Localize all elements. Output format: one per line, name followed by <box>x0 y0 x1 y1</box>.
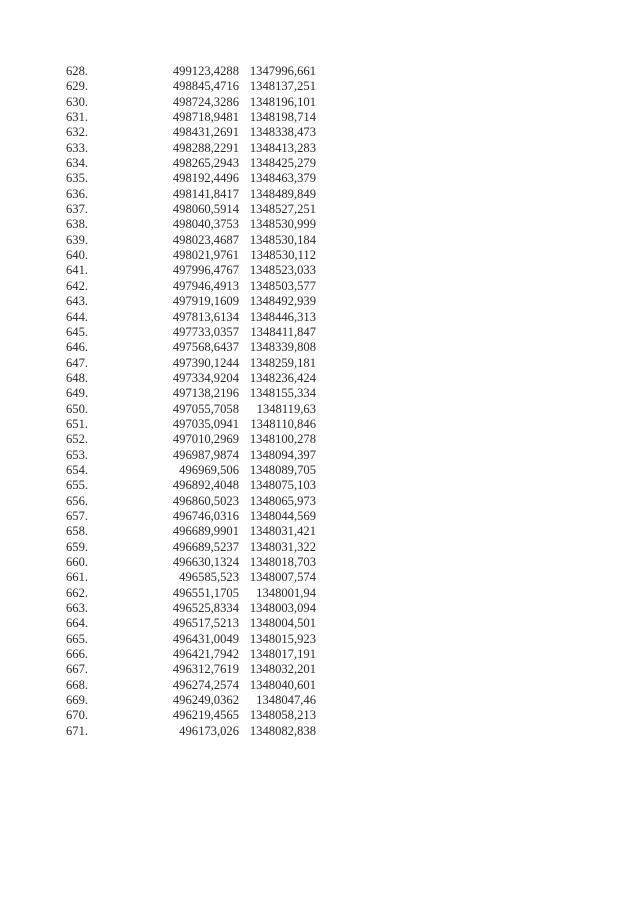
x-coordinate: 496585,523 <box>179 570 239 585</box>
point-number: 635. <box>66 171 89 186</box>
table-row <box>66 478 326 493</box>
x-coordinate: 496274,2574 <box>172 677 239 692</box>
y-coordinate: 1348339,808 <box>249 340 316 355</box>
table-row <box>66 432 326 447</box>
y-coordinate: 1348137,251 <box>249 79 316 94</box>
point-number: 639. <box>66 232 89 247</box>
x-coordinate: 497996,4767 <box>172 263 239 278</box>
x-coordinate: 497138,2196 <box>172 386 239 401</box>
table-row <box>66 125 326 140</box>
table-row <box>66 248 326 263</box>
point-number: 666. <box>66 647 89 662</box>
y-coordinate: 1348527,251 <box>249 202 316 217</box>
y-coordinate: 1348031,421 <box>249 524 316 539</box>
x-coordinate: 496517,5213 <box>172 616 239 631</box>
y-coordinate: 1348040,601 <box>249 677 316 692</box>
table-row <box>66 463 326 478</box>
x-coordinate: 498040,3753 <box>172 217 239 232</box>
point-number: 668. <box>66 677 89 692</box>
coordinate-table <box>66 64 326 739</box>
point-number: 663. <box>66 601 89 616</box>
point-number: 649. <box>66 386 89 401</box>
y-coordinate: 1348413,283 <box>249 140 316 155</box>
y-coordinate: 1348044,569 <box>249 508 316 523</box>
table-row <box>66 356 326 371</box>
table-row <box>66 202 326 217</box>
table-row <box>66 233 326 248</box>
table-row <box>66 417 326 432</box>
x-coordinate: 497035,0941 <box>172 416 239 431</box>
x-coordinate: 497568,6437 <box>172 340 239 355</box>
table-row <box>66 325 326 340</box>
table-row <box>66 141 326 156</box>
table-row <box>66 570 326 585</box>
x-coordinate: 498023,4687 <box>172 232 239 247</box>
x-coordinate: 498192,4496 <box>172 171 239 186</box>
table-row <box>66 263 326 278</box>
x-coordinate: 497334,9204 <box>172 370 239 385</box>
y-coordinate: 1348411,847 <box>250 324 316 339</box>
y-coordinate: 1348017,191 <box>249 647 316 662</box>
point-number: 647. <box>66 355 89 370</box>
y-coordinate: 1348155,334 <box>249 386 316 401</box>
x-coordinate: 498060,5914 <box>172 202 239 217</box>
y-coordinate: 1347996,661 <box>249 64 316 78</box>
y-coordinate: 1348110,846 <box>250 416 316 431</box>
x-coordinate: 496969,506 <box>179 462 239 477</box>
y-coordinate: 1348075,103 <box>249 478 316 493</box>
x-coordinate: 497390,1244 <box>172 355 239 370</box>
point-number: 645. <box>66 324 89 339</box>
table-row <box>66 156 326 171</box>
x-coordinate: 497946,4913 <box>172 278 239 293</box>
x-coordinate: 496551,1705 <box>172 585 239 600</box>
y-coordinate: 1348530,112 <box>250 248 316 263</box>
x-coordinate: 498431,2691 <box>172 125 239 140</box>
table-row <box>66 340 326 355</box>
x-coordinate: 497919,1609 <box>172 294 239 309</box>
point-number: 667. <box>66 662 89 677</box>
y-coordinate: 1348198,714 <box>249 110 316 125</box>
point-number: 652. <box>66 432 89 447</box>
x-coordinate: 496892,4048 <box>172 478 239 493</box>
x-coordinate: 496421,7942 <box>172 647 239 662</box>
x-coordinate: 497733,0357 <box>172 324 239 339</box>
table-row <box>66 386 326 401</box>
point-number: 628. <box>66 64 89 78</box>
point-number: 644. <box>66 309 89 324</box>
point-number: 634. <box>66 156 89 171</box>
x-coordinate: 496630,1324 <box>172 555 239 569</box>
x-coordinate: 496525,8334 <box>172 601 239 616</box>
x-coordinate: 496689,9901 <box>172 524 239 539</box>
x-coordinate: 496249,0362 <box>172 693 239 708</box>
table-row <box>66 402 326 417</box>
point-number: 630. <box>66 94 89 109</box>
x-coordinate: 496987,9874 <box>172 447 239 462</box>
point-number: 640. <box>66 248 89 263</box>
table-row <box>66 279 326 294</box>
point-number: 671. <box>66 723 89 738</box>
x-coordinate: 496219,4565 <box>172 708 239 723</box>
x-coordinate: 498021,9761 <box>172 248 239 263</box>
point-number: 650. <box>66 401 89 416</box>
point-number: 657. <box>66 508 89 523</box>
y-coordinate: 1348119,63 <box>256 401 316 416</box>
y-coordinate: 1348489,849 <box>249 186 316 201</box>
y-coordinate: 1348031,322 <box>249 539 316 554</box>
table-row <box>66 509 326 524</box>
y-coordinate: 1348058,213 <box>249 708 316 723</box>
table-row <box>66 217 326 232</box>
y-coordinate: 1348018,703 <box>249 555 316 569</box>
y-coordinate: 1348089,705 <box>249 462 316 477</box>
x-coordinate: 496312,7619 <box>172 662 239 677</box>
table-row <box>66 171 326 186</box>
point-number: 633. <box>66 140 89 155</box>
x-coordinate: 497055,7058 <box>172 401 239 416</box>
table-row <box>66 494 326 509</box>
point-number: 636. <box>66 186 89 201</box>
table-row <box>66 724 326 739</box>
x-coordinate: 499123,4288 <box>172 64 239 78</box>
x-coordinate: 498845,4716 <box>172 79 239 94</box>
x-coordinate: 498141,8417 <box>172 186 239 201</box>
x-coordinate: 496746,0316 <box>172 508 239 523</box>
point-number: 654. <box>66 462 89 477</box>
point-number: 648. <box>66 370 89 385</box>
point-number: 641. <box>66 263 89 278</box>
y-coordinate: 1348523,033 <box>249 263 316 278</box>
y-coordinate: 1348530,184 <box>249 232 316 247</box>
y-coordinate: 1348236,424 <box>249 370 316 385</box>
y-coordinate: 1348530,999 <box>249 217 316 232</box>
table-row <box>66 678 326 693</box>
y-coordinate: 1348196,101 <box>249 94 316 109</box>
table-row <box>66 662 326 677</box>
y-coordinate: 1348446,313 <box>249 309 316 324</box>
table-row <box>66 647 326 662</box>
y-coordinate: 1348003,094 <box>249 601 316 616</box>
table-row <box>66 371 326 386</box>
y-coordinate: 1348259,181 <box>249 355 316 370</box>
point-number: 660. <box>66 555 89 569</box>
y-coordinate: 1348015,923 <box>249 631 316 646</box>
table-row <box>66 555 326 570</box>
x-coordinate: 497010,2969 <box>172 432 239 447</box>
y-coordinate: 1348065,973 <box>249 493 316 508</box>
point-number: 655. <box>66 478 89 493</box>
point-number: 637. <box>66 202 89 217</box>
point-number: 656. <box>66 493 89 508</box>
point-number: 670. <box>66 708 89 723</box>
x-coordinate: 498288,2291 <box>172 140 239 155</box>
y-coordinate: 1348094,397 <box>249 447 316 462</box>
table-row <box>66 95 326 110</box>
point-number: 632. <box>66 125 89 140</box>
x-coordinate: 498265,2943 <box>172 156 239 171</box>
y-coordinate: 1348004,501 <box>249 616 316 631</box>
table-row <box>66 448 326 463</box>
point-number: 664. <box>66 616 89 631</box>
point-number: 631. <box>66 110 89 125</box>
point-number: 665. <box>66 631 89 646</box>
table-row <box>66 310 326 325</box>
point-number: 646. <box>66 340 89 355</box>
table-row <box>66 616 326 631</box>
table-row <box>66 632 326 647</box>
table-row <box>66 524 326 539</box>
y-coordinate: 1348338,473 <box>249 125 316 140</box>
y-coordinate: 1348492,939 <box>249 294 316 309</box>
y-coordinate: 1348463,379 <box>249 171 316 186</box>
x-coordinate: 498718,9481 <box>172 110 239 125</box>
point-number: 658. <box>66 524 89 539</box>
table-row <box>66 64 326 79</box>
table-row <box>66 540 326 555</box>
point-number: 642. <box>66 278 89 293</box>
y-coordinate: 1348082,838 <box>249 723 316 738</box>
x-coordinate: 496173,026 <box>179 723 239 738</box>
x-coordinate: 498724,3286 <box>172 94 239 109</box>
point-number: 651. <box>66 416 89 431</box>
y-coordinate: 1348007,574 <box>249 570 316 585</box>
y-coordinate: 1348503,577 <box>249 278 316 293</box>
x-coordinate: 496860,5023 <box>172 493 239 508</box>
y-coordinate: 1348100,278 <box>249 432 316 447</box>
point-number: 659. <box>66 539 89 554</box>
table-row <box>66 79 326 94</box>
y-coordinate: 1348047,46 <box>256 693 316 708</box>
table-row <box>66 294 326 309</box>
x-coordinate: 497813,6134 <box>172 309 239 324</box>
point-number: 662. <box>66 585 89 600</box>
point-number: 669. <box>66 693 89 708</box>
table-row <box>66 693 326 708</box>
point-number: 638. <box>66 217 89 232</box>
table-row <box>66 586 326 601</box>
y-coordinate: 1348001,94 <box>256 585 316 600</box>
table-row <box>66 708 326 723</box>
x-coordinate: 496431,0049 <box>172 631 239 646</box>
y-coordinate: 1348032,201 <box>249 662 316 677</box>
point-number: 629. <box>66 79 89 94</box>
point-number: 661. <box>66 570 89 585</box>
point-number: 643. <box>66 294 89 309</box>
table-row <box>66 601 326 616</box>
y-coordinate: 1348425,279 <box>249 156 316 171</box>
point-number: 653. <box>66 447 89 462</box>
table-row <box>66 187 326 202</box>
table-row <box>66 110 326 125</box>
x-coordinate: 496689,5237 <box>172 539 239 554</box>
